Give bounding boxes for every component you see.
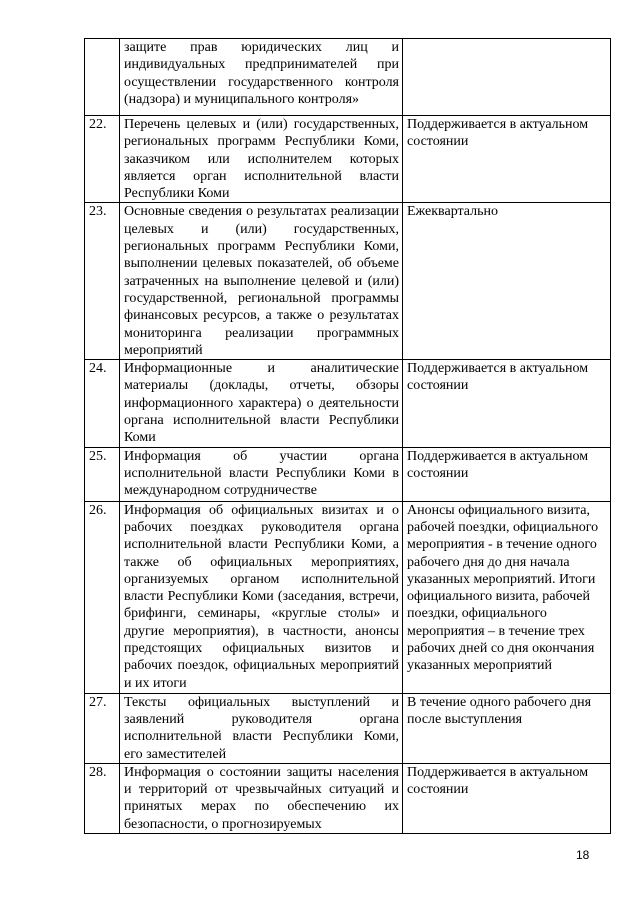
row-frequency: Поддерживается в актуальном состоянии — [403, 116, 611, 203]
row-number: 26. — [85, 501, 120, 693]
row-frequency: Поддерживается в актуальном состоянии — [403, 447, 611, 501]
row-description: Информация об участии органа исполнительной власти Республики Коми в международном сотрудничестве — [120, 447, 403, 501]
row-frequency: Поддерживается в актуальном состоянии — [403, 763, 611, 833]
document-table — [84, 38, 611, 834]
row-number: 27. — [85, 693, 120, 763]
row-description: Информационные и аналитические материалы (доклады, отчеты, обзоры информационного характера) о деятельности органа исполнительной власти Республики Коми — [120, 360, 403, 447]
table-row — [85, 763, 611, 833]
page-number: 18 — [576, 848, 590, 862]
row-frequency — [403, 39, 611, 116]
row-frequency: В течение одного рабочего дня после выступления — [403, 693, 611, 763]
table-row — [85, 116, 611, 203]
table-row — [85, 203, 611, 360]
table-row — [85, 693, 611, 763]
table-row — [85, 501, 611, 693]
row-description: защите прав юридических лиц и индивидуальных предпринимателей при осуществлении государственного контроля (надзора) и муниципального контроля» — [120, 39, 403, 116]
row-description: Основные сведения о результатах реализации целевых и (или) государственных, региональных программ Республики Коми, выполнении целевых показателей, об объеме затраченных на выполнение целевой и (или) государственной, региональной программы финансовых ресурсов, а также о результатах мониторинга реализации программных мероприятий — [120, 203, 403, 360]
row-number: 23. — [85, 203, 120, 360]
row-description: Информация о состоянии защиты населения и территорий от чрезвычайных ситуаций и принятых мерах по обеспечению их безопасности, о прогнозируемых — [120, 763, 403, 833]
table-row — [85, 39, 611, 116]
row-number — [85, 39, 120, 116]
row-frequency: Анонсы официального визита, рабочей поездки, официального мероприятия - в течение одного рабочего дня до дня начала указанных мероприятий. Итоги официального визита, рабочей поездки, официального мероприятия – в течение трех рабочих дней со дня окончания указанных мероприятий — [403, 501, 611, 693]
table-row — [85, 360, 611, 447]
row-number: 28. — [85, 763, 120, 833]
row-frequency: Поддерживается в актуальном состоянии — [403, 360, 611, 447]
row-description: Перечень целевых и (или) государственных, региональных программ Республики Коми, заказчиком или исполнителем которых является орган исполнительной власти Республики Коми — [120, 116, 403, 203]
row-description: Тексты официальных выступлений и заявлений руководителя органа исполнительной власти Республики Коми, его заместителей — [120, 693, 403, 763]
row-number: 22. — [85, 116, 120, 203]
row-description: Информация об официальных визитах и о рабочих поездках руководителя органа исполнительной власти Республики Коми, а также об официальных мероприятиях, организуемых органом исполнительной власти Республики Коми (заседания, встречи, брифинги, семинары, «круглые столы» и другие мероприятия), в частности, анонсы предстоящих официальных визитов и рабочих поездок, официальных мероприятий и их итоги — [120, 501, 403, 693]
row-number: 24. — [85, 360, 120, 447]
row-number: 25. — [85, 447, 120, 501]
row-frequency: Ежеквартально — [403, 203, 611, 360]
table-row — [85, 447, 611, 501]
